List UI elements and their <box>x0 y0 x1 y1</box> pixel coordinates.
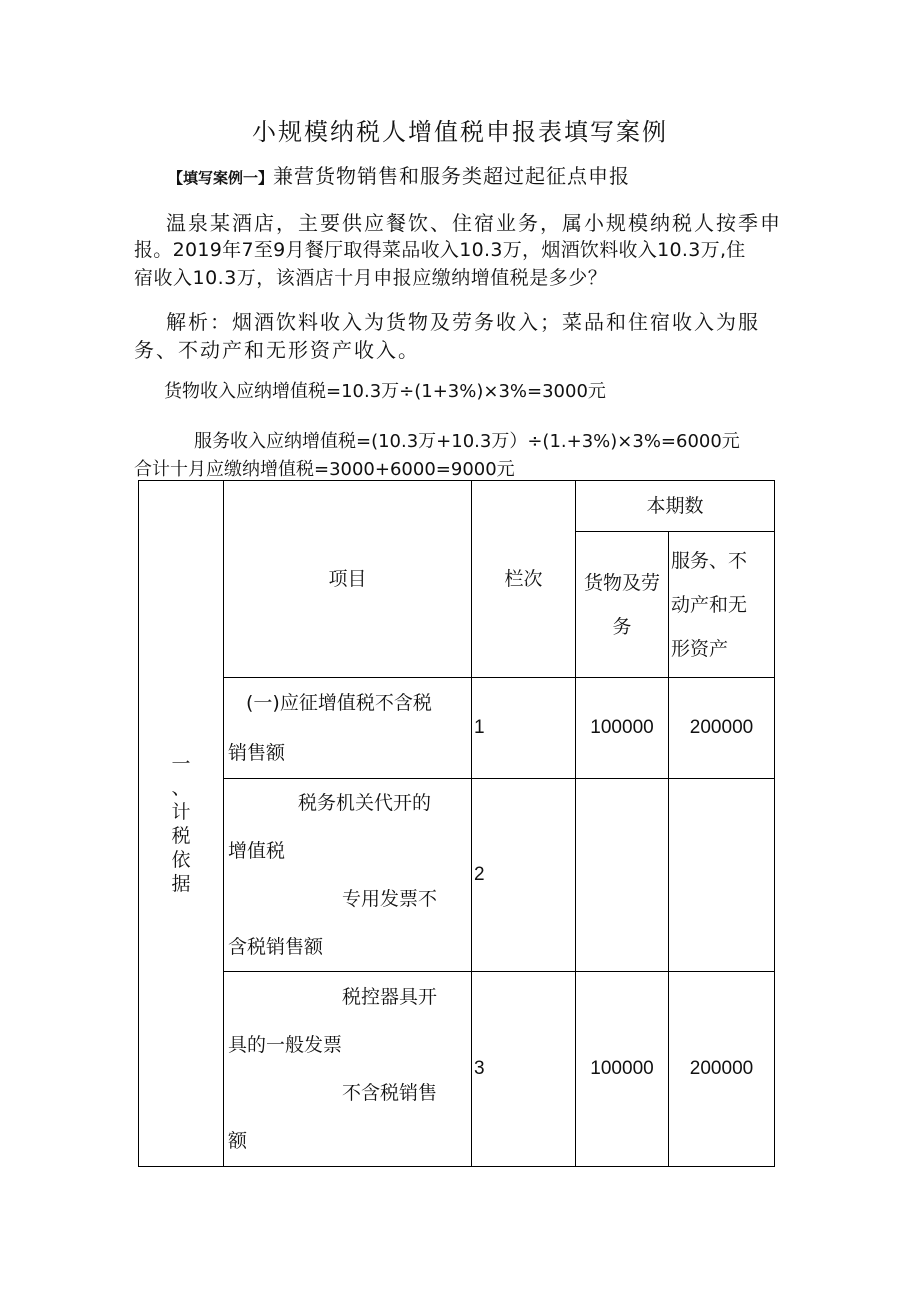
table-row <box>139 972 775 1167</box>
table-row <box>139 678 775 779</box>
row-line-number: 2 <box>472 779 576 972</box>
section-label-tax-basis: 一 、 计 税 依 据 <box>139 481 224 1167</box>
row-item-label: 税控器具开 具的一般发票 不含税销售 额 <box>224 972 472 1167</box>
row-services-value: 200000 <box>669 972 775 1167</box>
header-item: 项目 <box>224 481 472 678</box>
tax-return-table <box>138 480 775 1167</box>
case-heading <box>168 160 630 189</box>
paragraph-1-line-2: 报。2019年7至9月餐厅取得菜品收入10.3万，烟酒饮料收入10.3万,住 <box>134 239 746 261</box>
header-services-property-intangibles: 服务、不 动产和无 形资产 <box>669 532 775 678</box>
row-goods-value <box>576 779 669 972</box>
header-goods-and-labor: 货物及劳 务 <box>576 532 669 678</box>
case-title: 兼营货物销售和服务类超过起征点申报 <box>273 164 631 188</box>
paragraph-1-line-3: 宿收入10.3万，该酒店十月申报应缴纳增值税是多少？ <box>134 267 608 289</box>
header-current-period: 本期数 <box>576 481 775 532</box>
page-title: 小规模纳税人增值税申报表填写案例 <box>252 118 668 146</box>
formula-services: 服务收入应纳增值税=(10.3万+10.3万）÷(1.+3%)×3%=6000元 <box>194 431 740 452</box>
row-goods-value: 100000 <box>576 678 669 779</box>
row-services-value <box>669 779 775 972</box>
row-services-value: 200000 <box>669 678 775 779</box>
paragraph-1-line-1: 温泉某酒店，主要供应餐饮、住宿业务，属小规模纳税人按季申 <box>166 211 782 235</box>
table-row <box>139 779 775 972</box>
row-line-number: 1 <box>472 678 576 779</box>
row-goods-value: 100000 <box>576 972 669 1167</box>
row-line-number: 3 <box>472 972 576 1167</box>
paragraph-2-line-1: 解析：烟酒饮料收入为货物及劳务收入；菜品和住宿收入为服 <box>166 310 760 334</box>
row-item-label: (一)应征增值税不含税 销售额 <box>224 678 472 779</box>
formula-total: 合计十月应缴纳增值税=3000+6000=9000元 <box>134 459 515 480</box>
case-tag: 【填写案例一】 <box>168 169 274 187</box>
row-item-label: 税务机关代开的 增值税 专用发票不 含税销售额 <box>224 779 472 972</box>
formula-goods: 货物收入应纳增值税=10.3万÷(1+3%)×3%=3000元 <box>164 381 606 402</box>
header-line-number: 栏次 <box>472 481 576 678</box>
paragraph-2-line-2: 务、不动产和无形资产收入。 <box>134 338 420 362</box>
